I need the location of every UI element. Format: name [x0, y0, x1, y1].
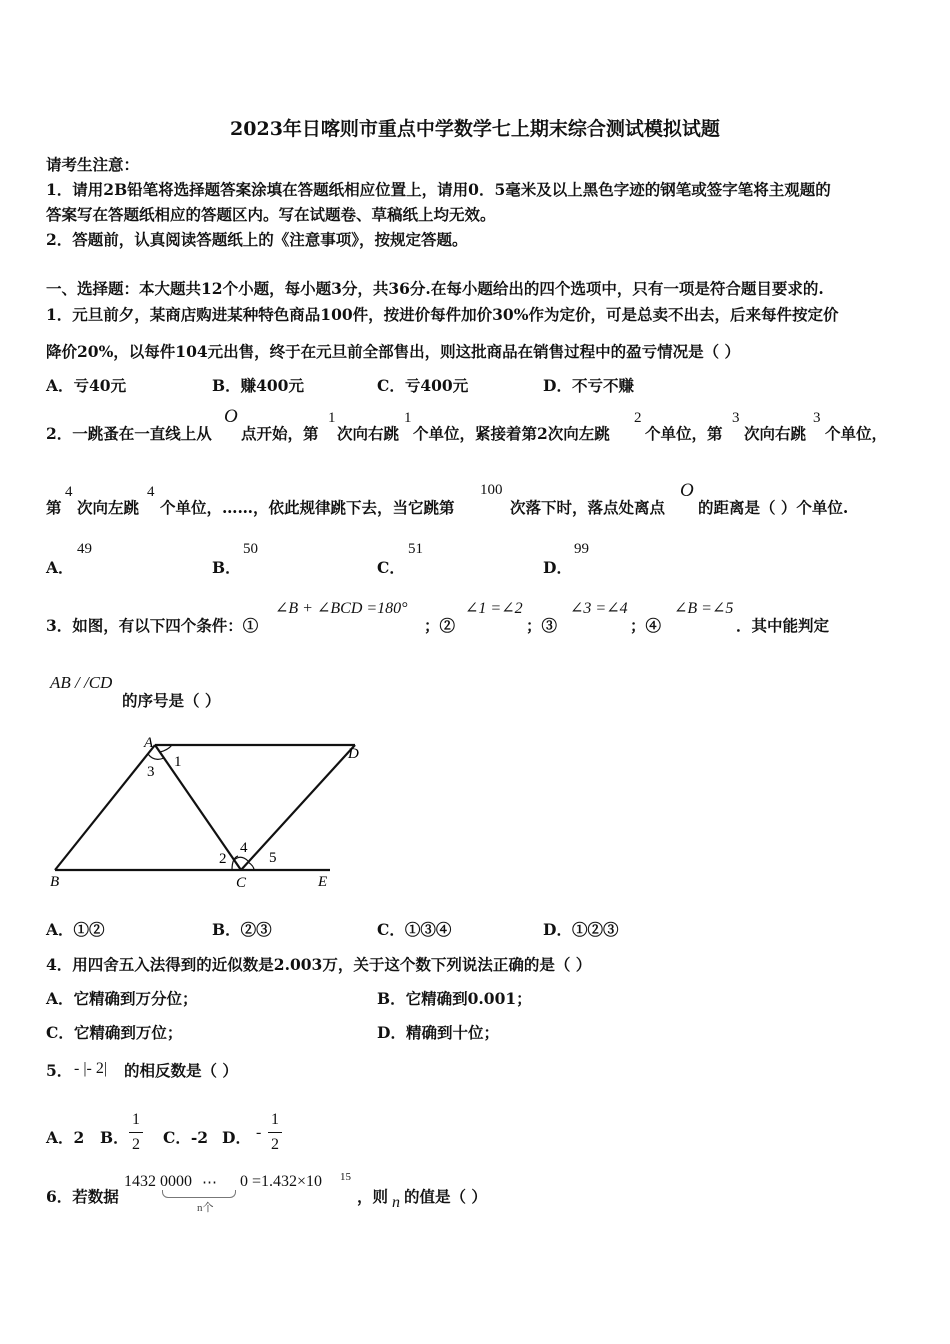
q4-option-b: B．它精确到0.001； [377, 989, 532, 1008]
q1-option-c: C．亏400元 [377, 376, 469, 395]
q1-option-d: D．不亏不赚 [543, 376, 634, 395]
q2-n1: 1 [328, 410, 336, 426]
q3-option-b: B．②③ [212, 920, 272, 939]
fig-label-c: C [236, 875, 247, 891]
q4-option-d: D．精确到十位； [377, 1023, 499, 1042]
q5-stem: 的相反数是（ ） [124, 1061, 238, 1080]
q2-text-9: 次向左跳 [77, 498, 140, 517]
q2-text-3: 次向右跳 [337, 424, 400, 443]
q2-text-8: 第 [46, 498, 62, 517]
q3-condition-1: ∠B + ∠BCD =180° [275, 600, 408, 617]
fig-angle-3: 3 [147, 764, 155, 780]
fig-angle-5: 5 [269, 850, 277, 866]
section-heading: 一、选择题：本大题共12个小题，每小题3分，共36分.在每小题给出的四个选项中，只有一项是符合题目要求的. [46, 279, 824, 298]
q2-n3: 3 [732, 410, 740, 426]
q5-option-b-fraction-bar [129, 1132, 143, 1133]
q3-text-1: 3．如图，有以下四个条件：① [46, 616, 259, 635]
q2-text-2: 点开始，第 [241, 424, 319, 443]
q6-number: 1432 0000 [124, 1173, 192, 1190]
fig-angle-4: 4 [240, 840, 248, 856]
q2-text-10: 个单位，……，依此规律跳下去，当它跳第 [160, 498, 455, 517]
q2-n100: 100 [480, 482, 503, 498]
q3-option-d: D．①②③ [543, 920, 619, 939]
q2-text-1: 2．一跳蚤在一直线上从 [46, 424, 212, 443]
q5-number: 5． [46, 1061, 73, 1080]
q3-text-3: 的序号是（ ） [122, 691, 221, 710]
q2-n4: 4 [65, 484, 73, 500]
q6-dots: ⋯ [202, 1175, 217, 1191]
fig-label-b: B [50, 874, 60, 890]
q5-option-b-label: B． [100, 1128, 129, 1147]
q5-option-c: C．-2 [163, 1128, 209, 1147]
q3-condition-3: ∠3 =∠4 [570, 600, 628, 617]
q1-line1: 1．元旦前夕，某商店购进某种特色商品100件，按进价每件加价30%作为定价，可是总卖不出去，后来每件按定价 [46, 305, 839, 324]
q1-option-b: B．赚400元 [212, 376, 304, 395]
q6-text-2: ，则 [357, 1187, 389, 1206]
q2-text-11: 次落下时，落点处离点 [510, 498, 666, 517]
notice-line2: 2．答题前，认真阅读答题纸上的《注意事项》，按规定答题。 [46, 230, 468, 249]
q2-n4b: 4 [147, 484, 155, 500]
notice-heading: 请考生注意： [46, 155, 140, 174]
fig-angle-2: 2 [219, 851, 227, 867]
q5-expression: - |- 2| [74, 1060, 108, 1077]
q2-text-4: 个单位，紧接着第2次向左跳 [413, 424, 610, 443]
q3-text-2: ．其中能判定 [736, 616, 830, 635]
q5-option-b-numerator: 1 [132, 1111, 140, 1128]
q3-sep-1: ；② [424, 616, 456, 635]
q2-n1b: 1 [404, 410, 412, 426]
q2-n2: 2 [634, 410, 642, 426]
q2-text-6: 次向右跳 [744, 424, 807, 443]
q2-option-d-label: D． [543, 558, 572, 577]
q6-text-3: 的值是（ ） [404, 1187, 487, 1206]
q3-option-a: A．①② [46, 920, 105, 939]
fig-label-a: A [144, 735, 154, 751]
q1-option-a: A．亏40元 [46, 376, 127, 395]
q5-option-d-label: D． [222, 1128, 251, 1147]
fig-angle-1: 1 [174, 754, 182, 770]
q2-point-o-2: O [680, 480, 694, 501]
q5-option-d-denominator: 2 [271, 1136, 279, 1153]
fig-label-d: D [348, 746, 359, 762]
q6-exponent: 15 [340, 1171, 351, 1183]
q6-scientific: 0 =1.432×10 [240, 1173, 323, 1190]
q5-option-a: A．2 [46, 1128, 85, 1147]
q2-option-d-value: 99 [574, 541, 589, 557]
notice-line1b: 答案写在答题纸相应的答题区内。写在试题卷、草稿纸上均无效。 [46, 205, 496, 224]
q6-underbrace-label: n个 [197, 1202, 214, 1214]
q3-option-c: C．①③④ [377, 920, 452, 939]
q3-condition-4: ∠B =∠5 [674, 600, 734, 617]
q2-option-c-label: C． [377, 558, 405, 577]
q4-option-a: A．它精确到万分位； [46, 989, 198, 1008]
q1-line2: 降价20%，以每件104元出售，终于在元旦前全部售出，则这批商品在销售过程中的盈亏情况是（ ） [46, 342, 741, 361]
q2-text-7: 个单位， [825, 424, 888, 443]
q5-option-d-numerator: 1 [271, 1111, 279, 1128]
notice-line1a: 1．请用2B铅笔将选择题答案涂填在答题纸相应位置上，请用0．5毫米及以上黑色字迹的钢笔或签字笔将主观题的 [46, 180, 831, 199]
q6-text-1: 6．若数据 [46, 1187, 119, 1206]
q3-condition-2: ∠1 =∠2 [465, 600, 523, 617]
q3-sep-2: ；③ [526, 616, 558, 635]
q2-n3b: 3 [813, 410, 821, 426]
q2-option-a-label: A． [46, 558, 74, 577]
q4-option-c: C．它精确到万位； [46, 1023, 183, 1042]
q2-option-a-value: 49 [77, 541, 92, 557]
q3-geometry-figure [40, 730, 359, 895]
q2-option-b-label: B． [212, 558, 241, 577]
q2-text-5: 个单位，第 [645, 424, 723, 443]
q2-option-c-value: 51 [408, 541, 423, 557]
q5-option-b-denominator: 2 [132, 1136, 140, 1153]
q2-option-b-value: 50 [243, 541, 258, 557]
q3-ab-parallel-cd: AB / /CD [50, 673, 113, 692]
q6-underbrace [162, 1190, 236, 1198]
q3-sep-3: ；④ [630, 616, 662, 635]
q2-point-o: O [224, 406, 238, 427]
q4-stem: 4．用四舍五入法得到的近似数是2.003万，关于这个数下列说法正确的是（ ） [46, 955, 592, 974]
q5-option-d-fraction-bar [268, 1132, 282, 1133]
fig-label-e: E [318, 874, 328, 890]
q2-text-12: 的距离是（ ）个单位. [698, 498, 849, 517]
page-title: 2023年日喀则市重点中学数学七上期末综合测试模拟试题 [230, 118, 720, 140]
q5-option-d-sign: - [256, 1124, 262, 1141]
q6-variable-n: n [392, 1194, 400, 1211]
